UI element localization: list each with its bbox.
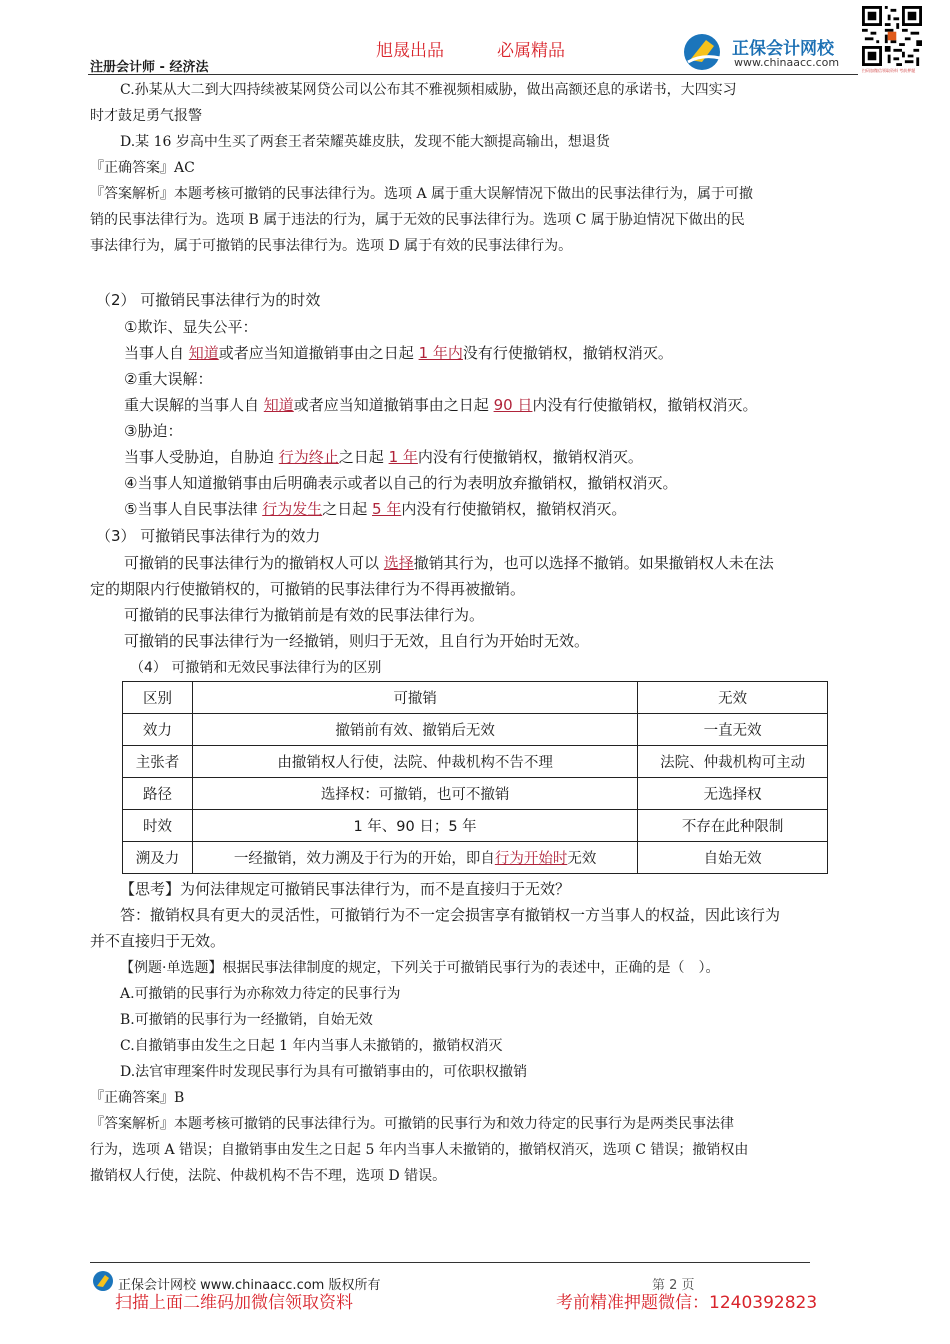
- brand-left: 旭晟出品: [376, 41, 444, 61]
- q1-explain-line-1: 『答案解析』本题考核可撤销的民事法律行为。选项 A 属于重大误解情况下做出的民事法律行为，属于可撤: [90, 186, 754, 202]
- header-divider: [88, 74, 858, 75]
- table-cell: 1 年、90 日；5 年: [192, 810, 637, 842]
- table-cell: 不存在此种限制: [638, 810, 828, 842]
- q1-option-c-cont: 时才鼓足勇气报警: [90, 108, 202, 124]
- q2-option-c: C.自撤销事由发生之日起 1 年内当事人未撤销的，撤销权消灭: [120, 1038, 503, 1054]
- think-answer-2: 并不直接归于无效。: [90, 932, 226, 950]
- table-header-cell: 可撤销: [192, 682, 637, 714]
- course-title: 注册会计师 - 经济法: [90, 60, 209, 75]
- page-number: 第 2 页: [652, 1278, 695, 1293]
- table-cell: 自始无效: [638, 842, 828, 874]
- table-row: [123, 714, 828, 746]
- highlight-choose: 选择: [383, 554, 414, 572]
- table-cell: 撤销前有效、撤销后无效: [192, 714, 637, 746]
- table-row: [123, 842, 828, 874]
- mistake-title: ②重大误解：: [124, 370, 213, 388]
- mistake-rule: 重大误解的当事人自 知道或者应当知道撤销事由之日起 90 日内没有行使撤销权，撤销权消灭。: [124, 396, 758, 414]
- sec3-para-2: 可撤销的民事法律行为撤销前是有效的民事法律行为。: [124, 606, 485, 624]
- highlight-5-years: 5 年: [372, 500, 402, 518]
- sec4-title: （4） 可撤销和无效民事法律行为的区别: [130, 660, 382, 676]
- footer-copyright: 正保会计网校 www.chinaacc.com 版权所有: [118, 1278, 381, 1293]
- footer-divider: [90, 1262, 810, 1263]
- highlight-know: 知道: [263, 396, 294, 414]
- comparison-table: [122, 681, 828, 874]
- q2-explain-line-2: 行为，选项 A 错误；自撤销事由发生之日起 5 年内当事人未撤销的，撤销权消灭，选项 C 错误；撤销权由: [90, 1142, 749, 1158]
- table-row: [123, 746, 828, 778]
- sec3-para-1-cont: 定的期限内行使撤销权的，可撤销的民事法律行为不得再被撤销。: [90, 580, 526, 598]
- table-cell: 法院、仲裁机构可主动: [638, 746, 828, 778]
- q2-option-a: A.可撤销的民事行为亦称效力待定的民事行为: [120, 986, 401, 1002]
- logo-url: www.chinaacc.com: [734, 56, 840, 69]
- highlight-90-days: 90 日: [493, 396, 533, 414]
- duress-rule: 当事人受胁迫，自胁迫 行为终止之日起 1 年内没有行使撤销权，撤销权消灭。: [124, 448, 643, 466]
- table-cell: 一经撤销，效力溯及于行为的开始，即自行为开始时无效: [192, 842, 637, 874]
- sec2-title: （2） 可撤销民事法律行为的时效: [96, 291, 321, 309]
- logo-emblem-icon: [680, 32, 728, 72]
- footer-logo-icon: [92, 1270, 114, 1292]
- q2-option-d: D.法官审理案件时发现民事行为具有可撤销事由的，可依职权撤销: [120, 1064, 528, 1080]
- table-row: [123, 810, 828, 842]
- q2-explain-line-1: 『答案解析』本题考核可撤销的民事法律行为。可撤销的民事行为和效力待定的民事行为是两类民事法律: [90, 1116, 734, 1132]
- promo-scan-qr: 扫描上面二维码加微信领取资料: [115, 1293, 353, 1313]
- q1-option-d: D.某 16 岁高中生买了两套王者荣耀英雄皮肤，发现不能大额提高输出，想退货: [120, 134, 610, 150]
- fraud-rule: 当事人自 知道或者应当知道撤销事由之日起 1 年内没有行使撤销权，撤销权消灭。: [124, 344, 673, 362]
- table-cell: 路径: [123, 778, 193, 810]
- think-question: 【思考】为何法律规定可撤销民事法律行为，而不是直接归于无效？: [120, 880, 571, 898]
- table-header-row: [123, 682, 828, 714]
- table-cell: 无选择权: [638, 778, 828, 810]
- think-answer-1: 答：撤销权具有更大的灵活性，可撤销行为不一定会损害享有撤销权一方当事人的权益，因此该行为: [120, 906, 781, 924]
- highlight-act-occurs: 行为发生: [262, 500, 323, 518]
- q1-explain-line-2: 销的民事法律行为。选项 B 属于违法的行为，属于无效的民事法律行为。选项 C 属于胁迫情况下做出的民: [90, 212, 745, 228]
- highlight-1-year: 1 年内: [418, 344, 463, 362]
- table-cell: 选择权：可撤销，也可不撤销: [192, 778, 637, 810]
- sec3-title: （3） 可撤销民事法律行为的效力: [96, 527, 321, 545]
- table-row: [123, 778, 828, 810]
- qr-code-icon[interactable]: [862, 6, 922, 66]
- sec3-para-1: 可撤销的民事法律行为的撤销权人可以 选择撤销其行为，也可以选择不撤销。如果撤销权人未在法: [124, 554, 774, 572]
- table-header-cell: 无效: [638, 682, 828, 714]
- sec3-para-3: 可撤销的民事法律行为一经撤销，则归于无效，且自行为开始时无效。: [124, 632, 590, 650]
- q2-stem: 【例题·单选题】根据民事法律制度的规定，下列关于可撤销民事行为的表述中，正确的是（ ）。: [120, 960, 720, 976]
- promo-wechat: 考前精准押题微信：1240392823: [556, 1293, 818, 1313]
- qr-note: 扫码加微信领取资料 考前押题: [862, 68, 916, 73]
- highlight-know: 知道: [188, 344, 219, 362]
- highlight-act-ends: 行为终止: [278, 448, 339, 466]
- q1-option-c: C.孙某从大二到大四持续被某网贷公司以公布其不雅视频相威胁，做出高额还息的承诺书，大四实习: [120, 82, 737, 98]
- logo-name: 正保会计网校: [732, 39, 834, 59]
- table-cell: 主张者: [123, 746, 193, 778]
- q2-explain-line-3: 撤销权人行使，法院、仲裁机构不告不理，选项 D 错误。: [90, 1168, 447, 1184]
- table-cell: 由撤销权人行使，法院、仲裁机构不告不理: [192, 746, 637, 778]
- max-period-rule: ⑤当事人自民事法律 行为发生之日起 5 年内没有行使撤销权，撤销权消灭。: [124, 500, 627, 518]
- highlight-1-year: 1 年: [388, 448, 418, 466]
- q2-option-b: B.可撤销的民事行为一经撤销，自始无效: [120, 1012, 373, 1028]
- table-cell: 效力: [123, 714, 193, 746]
- table-cell: 一直无效: [638, 714, 828, 746]
- brand-right: 必属精品: [497, 41, 565, 61]
- fraud-title: ①欺诈、显失公平：: [124, 318, 258, 336]
- table-header-cell: 区别: [123, 682, 193, 714]
- highlight-act-start: 行为开始时: [494, 851, 568, 867]
- chinaacc-logo: [680, 32, 860, 72]
- table-cell: 时效: [123, 810, 193, 842]
- q1-explain-line-3: 事法律行为，属于可撤销的民事法律行为。选项 D 属于有效的民事法律行为。: [90, 238, 573, 254]
- table-cell: 溯及力: [123, 842, 193, 874]
- q1-answer: 『正确答案』AC: [90, 160, 195, 176]
- q2-answer: 『正确答案』B: [90, 1090, 185, 1106]
- waive-rule: ④当事人知道撤销事由后明确表示或者以自己的行为表明放弃撤销权，撤销权消灭。: [124, 474, 678, 492]
- duress-title: ③胁迫：: [124, 422, 183, 440]
